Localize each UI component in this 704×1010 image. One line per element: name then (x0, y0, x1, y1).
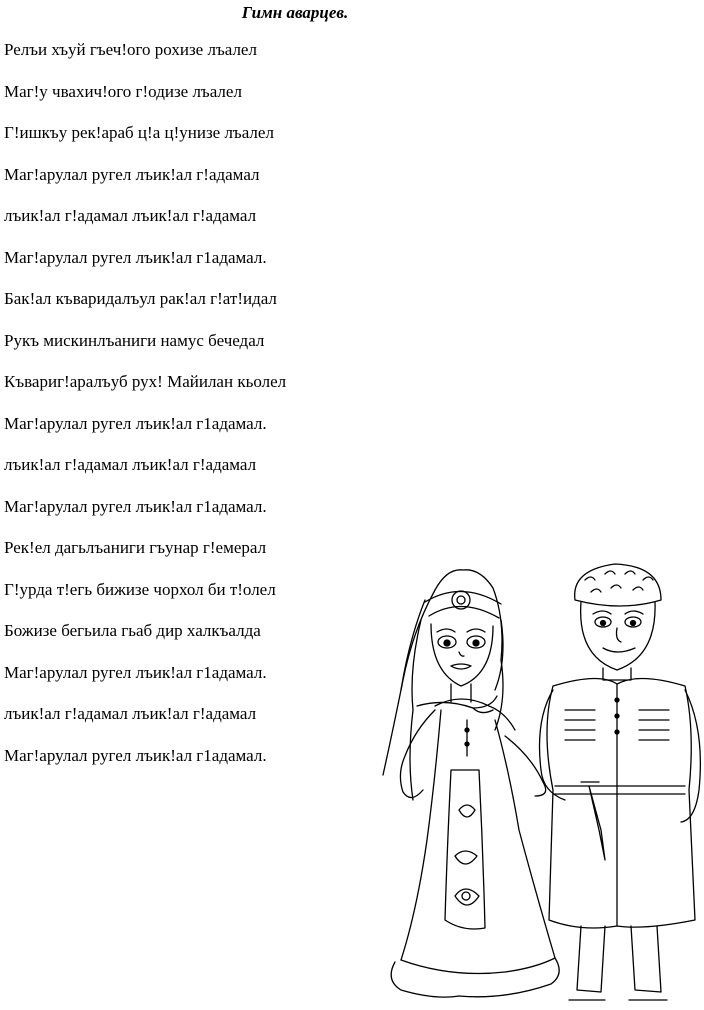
verse-line: Маг!арулал ругел лъик!ал г1адамал. (4, 662, 267, 682)
verse-line: Бак!ал къваридалъул рак!ал г!ат!идал (4, 289, 277, 308)
verse-line: Маг!арулал ругел лъик!ал г1адамал. (4, 247, 267, 267)
verse-line: лъик!ал г!адамал лъик!ал г!адамал (4, 206, 257, 225)
verse-line: Релъи хъуй гъеч!ого рохизе лъалел (4, 40, 257, 59)
verse-line: Божизе бегьила гьаб дир халкъалда (4, 621, 261, 640)
avar-couple-illustration (355, 560, 704, 1010)
verse-line: Маг!арулал ругел лъик!ал г1адамал. (4, 496, 267, 516)
document-title: Гимн аварцев. (241, 3, 349, 22)
woman-figure (383, 570, 559, 997)
verse-line: Г!урда т!егь бижизе чорхол би т!олел (4, 579, 276, 599)
verse-line: Къвариг!аралъуб рух! Майилан кьолел (4, 372, 287, 391)
verse-line: Рукъ мискинлъаниги намус бечедал (4, 330, 265, 350)
verse-line: Маг!арулал ругел лъик!ал г1адамал. (4, 413, 267, 433)
verse-line: Маг!у чвахич!ого г!одизе лъалел (4, 81, 242, 101)
verse-line: Маг!арулал ругел лъик!ал г!адамал (4, 164, 260, 184)
verse-line: лъик!ал г!адамал лъик!ал г!адамал (4, 704, 257, 723)
man-figure (540, 564, 701, 1000)
verse-line: Рек!ел дагьлъаниги гъунар г!емерал (4, 538, 267, 557)
verse-line: Г!ишкъу рек!араб ц!а ц!унизе лъалел (4, 123, 274, 142)
verse-line: лъик!ал г!адамал лъик!ал г!адамал (4, 455, 257, 474)
anthem-text (4, 40, 286, 787)
verse-line: Маг!арулал ругел лъик!ал г1адамал. (4, 745, 267, 765)
